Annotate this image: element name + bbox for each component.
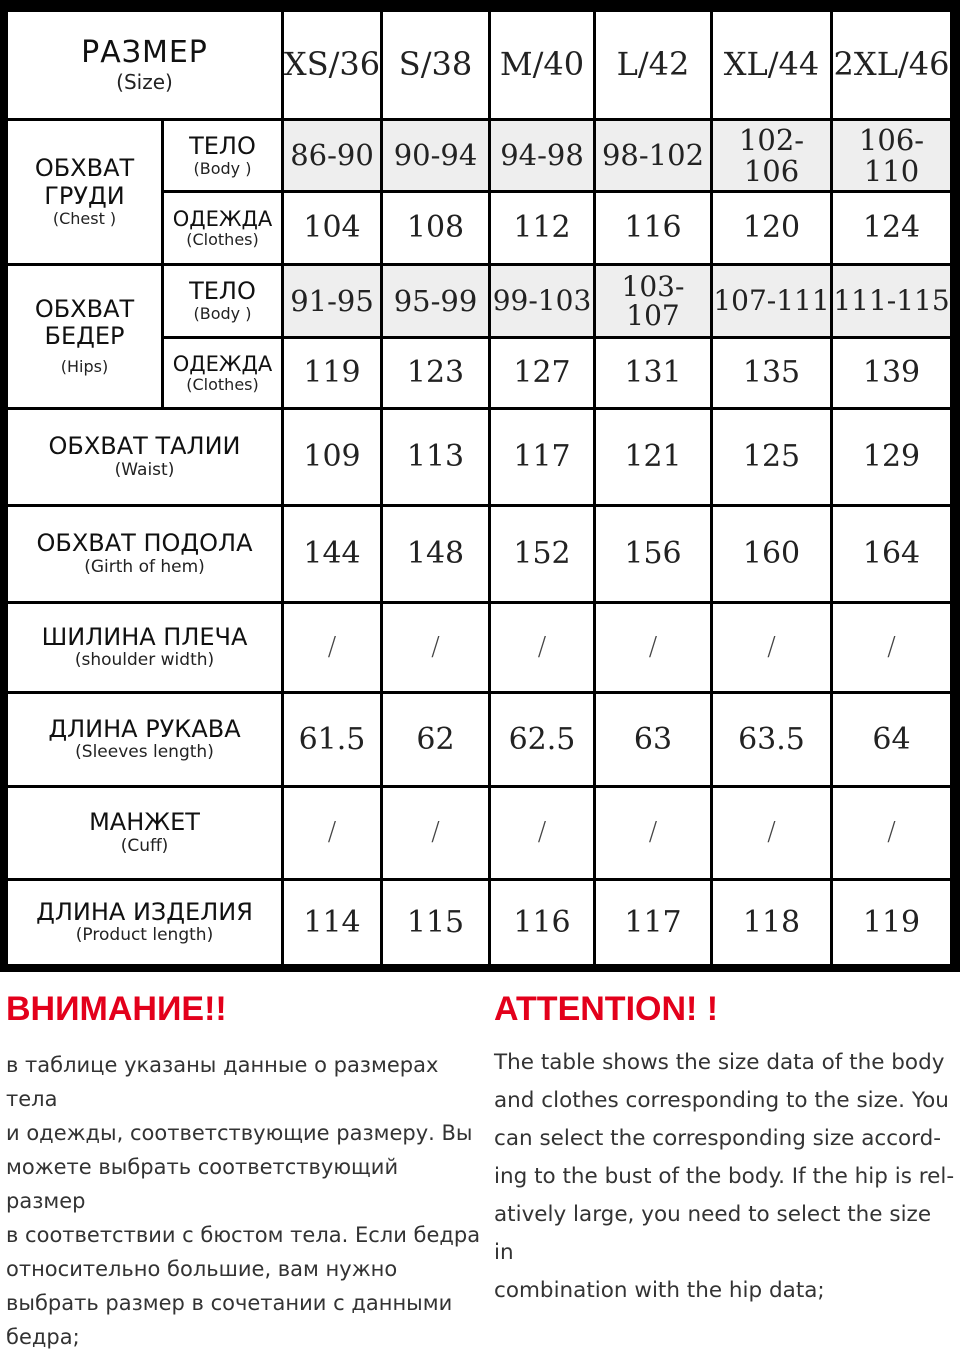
sleeve-value: 62 <box>416 721 455 757</box>
chest-clothes-value-cell <box>491 193 593 263</box>
hem-value-cell <box>833 507 950 601</box>
cuff-value: / <box>887 817 896 848</box>
chest-body-sub: (Body ) <box>193 158 252 178</box>
size-label: L/42 <box>616 45 690 84</box>
hem-label-cell <box>8 507 281 601</box>
chest-label-line1: ОБХВАТ <box>34 154 135 183</box>
sleeve-value: 63.5 <box>738 721 805 757</box>
hem-sub: (Girth of hem) <box>84 556 205 577</box>
hem-value-cell <box>383 507 488 601</box>
hips-body-value: 111-115 <box>833 284 950 318</box>
cuff-value-cell <box>713 788 830 878</box>
length-label: ДЛИНА ИЗДЕЛИЯ <box>36 897 253 926</box>
chest-body-value: 106-110 <box>858 123 925 188</box>
size-col-header <box>833 12 950 118</box>
waist-value: 109 <box>303 439 361 475</box>
chest-body-value-cell <box>833 121 950 190</box>
sleeve-value: 64 <box>872 721 911 757</box>
sleeve-value: 61.5 <box>298 721 366 757</box>
sleeve-label: ДЛИНА РУКАВА <box>48 714 241 743</box>
size-header-sub: (Size) <box>116 70 173 95</box>
cuff-value-cell <box>383 788 488 878</box>
hem-value-cell <box>284 507 380 601</box>
chest-body-value-cell <box>383 121 488 190</box>
length-value: 115 <box>406 904 465 940</box>
shoulder-label-cell <box>8 604 281 691</box>
hips-clothes-value-cell <box>284 339 380 407</box>
shoulder-value-cell <box>383 604 488 691</box>
hips-body-value: 91-95 <box>290 283 374 318</box>
shoulder-label: ШИЛИНА ПЛЕЧА <box>41 622 248 651</box>
hips-body-value: 95-99 <box>393 283 478 318</box>
shoulder-value: / <box>327 631 337 662</box>
chest-body-value: 94-98 <box>500 138 584 173</box>
waist-value: 129 <box>862 439 921 475</box>
hips-label-cell <box>8 266 161 407</box>
hips-body-value-cell <box>596 266 710 336</box>
hem-value: 164 <box>862 536 921 572</box>
length-value: 117 <box>624 904 682 940</box>
waist-sub: (Waist) <box>114 459 175 480</box>
hips-body-value-cell <box>284 266 380 336</box>
shoulder-value: / <box>431 631 440 662</box>
chest-clothes-label: ОДЕЖДА <box>172 206 273 231</box>
cuff-sub: (Cuff) <box>120 835 169 856</box>
waist-value-cell <box>491 410 593 504</box>
chest-clothes-value-cell <box>596 193 710 263</box>
size-label: XS/36 <box>283 45 381 84</box>
length-value: 119 <box>862 904 921 940</box>
chest-clothes-value-cell <box>713 193 830 263</box>
sleeve-value-cell <box>833 694 950 785</box>
hips-clothes-value-cell <box>713 339 830 407</box>
length-sub: (Product length) <box>75 925 214 946</box>
size-col-header <box>596 12 710 118</box>
hips-body-value-cell <box>491 266 593 336</box>
sleeve-value-cell <box>284 694 380 785</box>
chest-body-value-cell <box>491 121 593 190</box>
notice-ru-line: выбрать размер в сочетании с данными <box>6 1291 453 1315</box>
cuff-value: / <box>327 817 337 848</box>
shoulder-value: / <box>648 631 658 662</box>
hips-body-sub: (Body ) <box>193 304 252 324</box>
hem-value: 152 <box>513 536 571 572</box>
sleeve-value: 62.5 <box>508 721 576 757</box>
chest-clothes-value: 112 <box>513 210 571 246</box>
notice-en-body <box>494 1044 956 1310</box>
waist-value: 113 <box>406 439 465 475</box>
hips-body-value: 103-107 <box>621 269 685 332</box>
hem-value-cell <box>491 507 593 601</box>
shoulder-value-cell <box>491 604 593 691</box>
cuff-label-cell <box>8 788 281 878</box>
waist-value-cell <box>713 410 830 504</box>
shoulder-value-cell <box>713 604 830 691</box>
size-col-header <box>713 12 830 118</box>
hips-body-value-cell <box>833 266 950 336</box>
hips-clothes-value: 127 <box>513 355 571 391</box>
hips-clothes-label: ОДЕЖДА <box>172 351 273 376</box>
hips-body-label-cell <box>164 266 281 336</box>
shoulder-value: / <box>887 631 896 662</box>
hips-body-value: 99-103 <box>492 284 592 318</box>
notice-ru-line: бедра; <box>6 1325 80 1349</box>
cuff-value-cell <box>491 788 593 878</box>
notice-en-line: atively large, you need to select the size in <box>494 1202 932 1265</box>
length-value: 116 <box>513 904 571 940</box>
notice-ru-line: в таблице указаны данные о размерах тела <box>6 1053 439 1111</box>
length-value-cell <box>284 881 380 964</box>
hem-value: 156 <box>624 536 682 572</box>
hips-label-line1: ОБХВАТ <box>34 294 135 323</box>
size-col-header <box>284 12 380 118</box>
shoulder-sub: (shoulder width) <box>74 650 215 671</box>
sleeve-value-cell <box>383 694 488 785</box>
length-value: 118 <box>742 904 801 940</box>
chest-body-value: 90-94 <box>393 138 478 173</box>
notice-ru <box>6 980 482 1354</box>
sleeve-value-cell <box>596 694 710 785</box>
hips-label-sub: (Hips) <box>60 357 109 377</box>
hips-clothes-value: 139 <box>862 355 921 391</box>
notice-en-line: combination with the hip data; <box>494 1278 825 1303</box>
waist-value: 117 <box>513 439 571 475</box>
size-col-header <box>491 12 593 118</box>
chest-clothes-value: 124 <box>862 210 921 246</box>
shoulder-value: / <box>767 631 776 662</box>
chest-clothes-value: 104 <box>303 210 361 246</box>
chest-label-cell <box>8 121 161 263</box>
notice-ru-line: относительно большие, вам нужно <box>6 1257 398 1281</box>
hips-label-line2: БЕДЕР <box>44 322 125 351</box>
length-value-cell <box>491 881 593 964</box>
chest-clothes-sub: (Clothes) <box>186 229 259 249</box>
hips-body-value-cell <box>713 266 830 336</box>
size-col-header <box>383 12 488 118</box>
hem-value: 148 <box>406 536 465 572</box>
cuff-value: / <box>537 817 547 848</box>
size-header-label: РАЗМЕР <box>81 34 208 70</box>
sleeve-value-cell <box>491 694 593 785</box>
chest-body-value: 86-90 <box>290 138 374 173</box>
hips-clothes-value-cell <box>491 339 593 407</box>
hips-clothes-sub: (Clothes) <box>186 374 259 394</box>
chest-label-sub: (Chest ) <box>52 208 117 228</box>
length-label-cell <box>8 881 281 964</box>
waist-value: 125 <box>742 439 801 475</box>
notice-en-title: ATTENTION! ! <box>494 990 719 1028</box>
length-value-cell <box>596 881 710 964</box>
waist-value-cell <box>596 410 710 504</box>
waist-value-cell <box>833 410 950 504</box>
chest-body-value: 98-102 <box>601 138 705 173</box>
sleeve-value-cell <box>713 694 830 785</box>
cuff-value: / <box>431 817 440 848</box>
notice-en-line: can select the corresponding size accord- <box>494 1126 942 1151</box>
hips-clothes-value: 131 <box>624 355 682 391</box>
hips-clothes-value-cell <box>596 339 710 407</box>
shoulder-value-cell <box>833 604 950 691</box>
cuff-value-cell <box>284 788 380 878</box>
notice-ru-body <box>6 1048 482 1354</box>
notice-en-line: ing to the bust of the body. If the hip is rel- <box>494 1164 955 1189</box>
chest-clothes-value-cell <box>383 193 488 263</box>
waist-value-cell <box>284 410 380 504</box>
notice-ru-title: ВНИМАНИЕ!! <box>6 990 227 1028</box>
size-label: 2XL/46 <box>833 45 950 84</box>
notice-ru-line: и одежды, соответствующие размеру. Вы <box>6 1121 473 1145</box>
size-label: S/38 <box>398 45 473 84</box>
hips-body-value: 107-111 <box>713 284 830 318</box>
chest-body-value: 102-106 <box>738 123 805 188</box>
waist-label: ОБХВАТ ТАЛИИ <box>48 432 241 461</box>
notice-ru-line: в соответствии с бюстом тела. Если бедра <box>6 1223 481 1247</box>
hem-value-cell <box>596 507 710 601</box>
notice-en-line: and clothes corresponding to the size. You <box>494 1088 949 1113</box>
sleeve-value: 63 <box>633 721 673 757</box>
notice-ru-line: можете выбрать соответствующий размер <box>6 1155 399 1213</box>
chest-clothes-value-cell <box>833 193 950 263</box>
chest-clothes-value: 120 <box>742 210 801 246</box>
length-value: 114 <box>303 904 361 940</box>
size-header-cell <box>8 12 281 118</box>
hem-label: ОБХВАТ ПОДОЛА <box>36 529 253 558</box>
shoulder-value-cell <box>284 604 380 691</box>
hips-clothes-value: 123 <box>406 355 465 391</box>
chest-body-value-cell <box>713 121 830 190</box>
hips-clothes-value: 135 <box>742 355 801 391</box>
size-label: M/40 <box>499 45 585 84</box>
chest-clothes-value: 116 <box>624 210 682 246</box>
chest-body-label-cell <box>164 121 281 190</box>
waist-value-cell <box>383 410 488 504</box>
cuff-value: / <box>648 817 658 848</box>
hips-clothes-label-cell <box>164 339 281 407</box>
cuff-label: МАНЖЕТ <box>89 808 200 837</box>
notice-en-line: The table shows the size data of the body <box>494 1050 945 1075</box>
chest-body-value-cell <box>284 121 380 190</box>
hips-clothes-value-cell <box>833 339 950 407</box>
hips-body-label: ТЕЛО <box>189 277 256 305</box>
cuff-value-cell <box>833 788 950 878</box>
shoulder-value: / <box>537 631 547 662</box>
cuff-value: / <box>767 817 776 848</box>
sleeve-label-cell <box>8 694 281 785</box>
hips-clothes-value: 119 <box>303 355 361 391</box>
chest-clothes-value-cell <box>284 193 380 263</box>
chest-clothes-value: 108 <box>406 210 465 246</box>
cuff-value-cell <box>596 788 710 878</box>
length-value-cell <box>713 881 830 964</box>
hem-value: 144 <box>303 536 361 572</box>
notice-en <box>494 980 956 1310</box>
length-value-cell <box>383 881 488 964</box>
hem-value: 160 <box>742 536 801 572</box>
hips-clothes-value-cell <box>383 339 488 407</box>
shoulder-value-cell <box>596 604 710 691</box>
chest-clothes-label-cell <box>164 193 281 263</box>
chest-label-line2: ГРУДИ <box>44 181 125 210</box>
length-value-cell <box>833 881 950 964</box>
chest-body-value-cell <box>596 121 710 190</box>
hem-value-cell <box>713 507 830 601</box>
chest-body-label: ТЕЛО <box>189 131 256 160</box>
hips-body-value-cell <box>383 266 488 336</box>
waist-label-cell <box>8 410 281 504</box>
size-label: XL/44 <box>723 45 820 84</box>
sleeve-sub: (Sleeves length) <box>75 742 214 763</box>
waist-value: 121 <box>624 439 682 475</box>
